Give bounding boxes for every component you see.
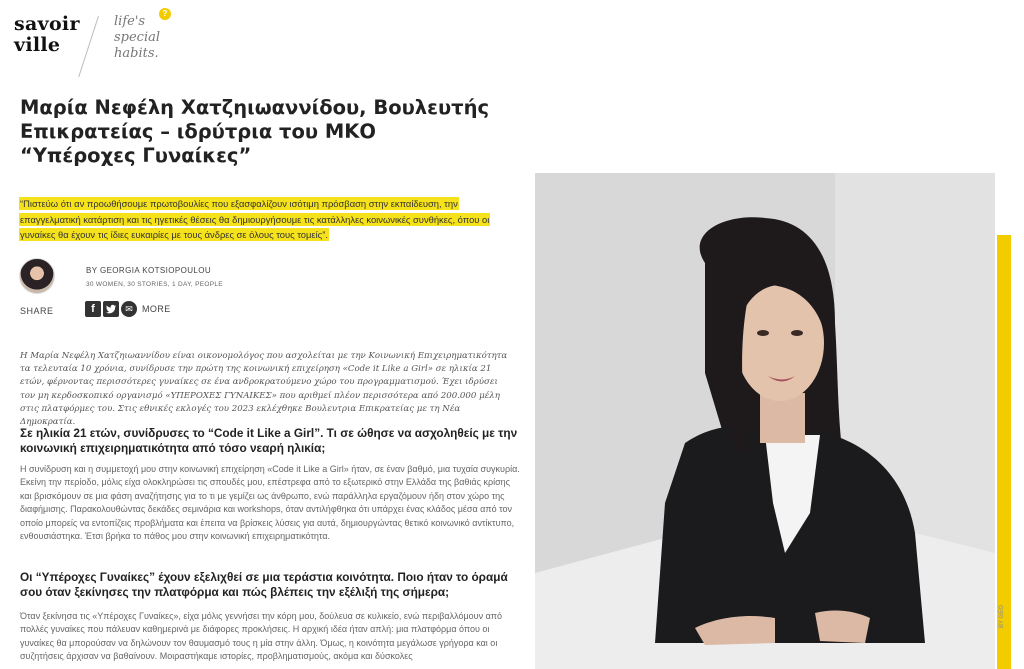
logo-badge-icon: ?	[159, 8, 171, 20]
article-tags[interactable]: 30 WOMEN, 30 STORIES, 1 DAY, PEOPLE	[86, 281, 223, 288]
article-highlight-quote	[19, 196, 505, 243]
article-intro: Η Μαρία Νεφέλη Χατζηιωαννίδου είναι οικονομολόγος που ασχολείται με την Κοινωνική Επιχειρηματικότητα τα τελευταία 10 χρόνια, συνίδρυσε την πρώτη της κοινωνική επιχείρηση «Code it Like a Girl» σε ηλικία 21 ετών, φέρνοντας περισσότερες γυναίκες σε ένα ανδροκρατούμενο χώρο του προγραμματισμού. Έχει ιδρύσει τον μη κερδοσκοπικό οργανισμό «ΥΠΕΡΟΧΕΣ ΓΥΝΑΙΚΕΣ» που αριθμεί πλέον περισσότερα από 200.000 μέλη στις πλατφόρμες του. Στις εθνικές εκλογές του 2023 εκλέχθηκε Βουλευτρια Επικρατείας με τη Νέα Δημοκρατία.	[20, 351, 508, 428]
author-avatar[interactable]	[19, 258, 55, 294]
share-icons	[85, 301, 171, 317]
interview-question-1: Σε ηλικία 21 ετών, συνίδρυσες το “Code it Like a Girl”. Τι σε ώθησε να ασχοληθείς με την κοινωνική επιχειρηματικότητα από τόσο νεαρή ηλικία;	[20, 426, 518, 455]
share-label: SHARE	[20, 306, 54, 316]
site-logo[interactable]	[14, 9, 174, 74]
quote-text: “Πιστεύω ότι αν προωθήσουμε πρωτοβουλίες που εξασφαλίζουν ισότιμη πρόσβαση στην εκπαίδευση, την επαγγελματική κατάρτιση και τις ηγετικές θέσεις θα δημιουργήσουμε τις κατάλληλες κοινωνικές συνθήκες, όπου οι γυναίκες θα έχουν τις ίδιες ευκαιρίες με τους άνδρες σε όλους τους τομείς”.	[20, 198, 490, 241]
logo-wordmark	[14, 14, 80, 56]
photo-credit: BY GEO	[999, 605, 1005, 628]
logo-line-1: savoir	[14, 13, 80, 35]
interview-answer-2: Όταν ξεκίνησα τις «Υπέροχες Γυναίκες», είχα μόλις γεννήσει την κόρη μου, δούλευα σε κυλικείο, ενώ περιβαλλόμουν από πολλές γυναίκες που πάλευαν καθημερινά με διάφορες προκλήσεις. Η αρχική ιδέα ήταν απλή: μια πλατφόρμα όπου οι γυναίκες θα μπορούσαν να δηλώνουν τον θαυμασμό τους η μία στην άλλη. Όμως, η κοινότητα μεγάλωσε γρήγορα και οι συζητήσεις άρχισαν να βαθαίνουν. Μοιραστήκαμε ιστορίες, προβληματισμούς, ακόμα και δύσκολες	[20, 611, 503, 662]
article-title: Μαρία Νεφέλη Χατζηιωαννίδου, Βουλευτής Επικρατείας – ιδρύτρια του ΜΚΟ “Υπέροχες Γυναίκες”	[20, 96, 490, 167]
logo-line-2: ville	[14, 34, 61, 56]
facebook-icon[interactable]: f	[85, 301, 101, 317]
portrait-illustration	[535, 173, 995, 669]
logo-tag-3: habits.	[114, 46, 159, 61]
logo-tag-1: life's	[114, 14, 146, 29]
logo-tagline	[114, 14, 160, 62]
logo-divider	[78, 16, 99, 77]
logo-tag-2: special	[114, 30, 161, 45]
portrait-photo	[535, 173, 995, 669]
email-icon[interactable]: ✉	[121, 301, 137, 317]
interview-answer-1: Η συνίδρυση και η συμμετοχή μου στην κοινωνική επιχείρηση «Code it Like a Girl» ήταν, σε έναν βαθμό, μια τυχαία συγκυρία. Εκείνη την περίοδο, μόλις είχα ολοκληρώσει τις σπουδές μου, επέστρεφα από το εξωτερικό στην Ελλάδα της βαθιάς κρίσης και βρισκόμουν σε μια φάση αναζήτησης για το τι με γεμίζει ως άνθρωπο, ενώ παράλληλα εργαζόμουν ήδη στον χώρο της διαφήμισης. Παρακολουθώντας δεκάδες σεμινάρια και workshops, όταν αντιλήφθηκα ότι υπάρχει ένας κλάδος μέσα από τον οποίο μπορείς να εντοπίζεις προβλήματα και έπειτα να βρίσκεις λύσεις για αυτά, δημιουργώντας θετικό κοινωνικό αντίκτυπο, ενθουσιάστηκα. Έτσι βρήκα το πάθος μου στην κοινωνική επιχειρηματικότητα.	[20, 464, 520, 542]
twitter-icon[interactable]	[103, 301, 119, 317]
interview-question-2: Οι “Υπέροχες Γυναίκες” έχουν εξελιχθεί σε μια τεράστια κοινότητα. Ποιο ήταν το όραμά σου όταν ξεκίνησες την πλατφόρμα και πώς βλέπεις την εξέλιξή της σήμερα;	[20, 570, 508, 599]
decorative-accent-bar	[997, 235, 1011, 669]
share-more-link[interactable]: MORE	[142, 304, 171, 314]
author-byline[interactable]: BY GEORGIA KOTSIOPOULOU	[86, 266, 212, 275]
